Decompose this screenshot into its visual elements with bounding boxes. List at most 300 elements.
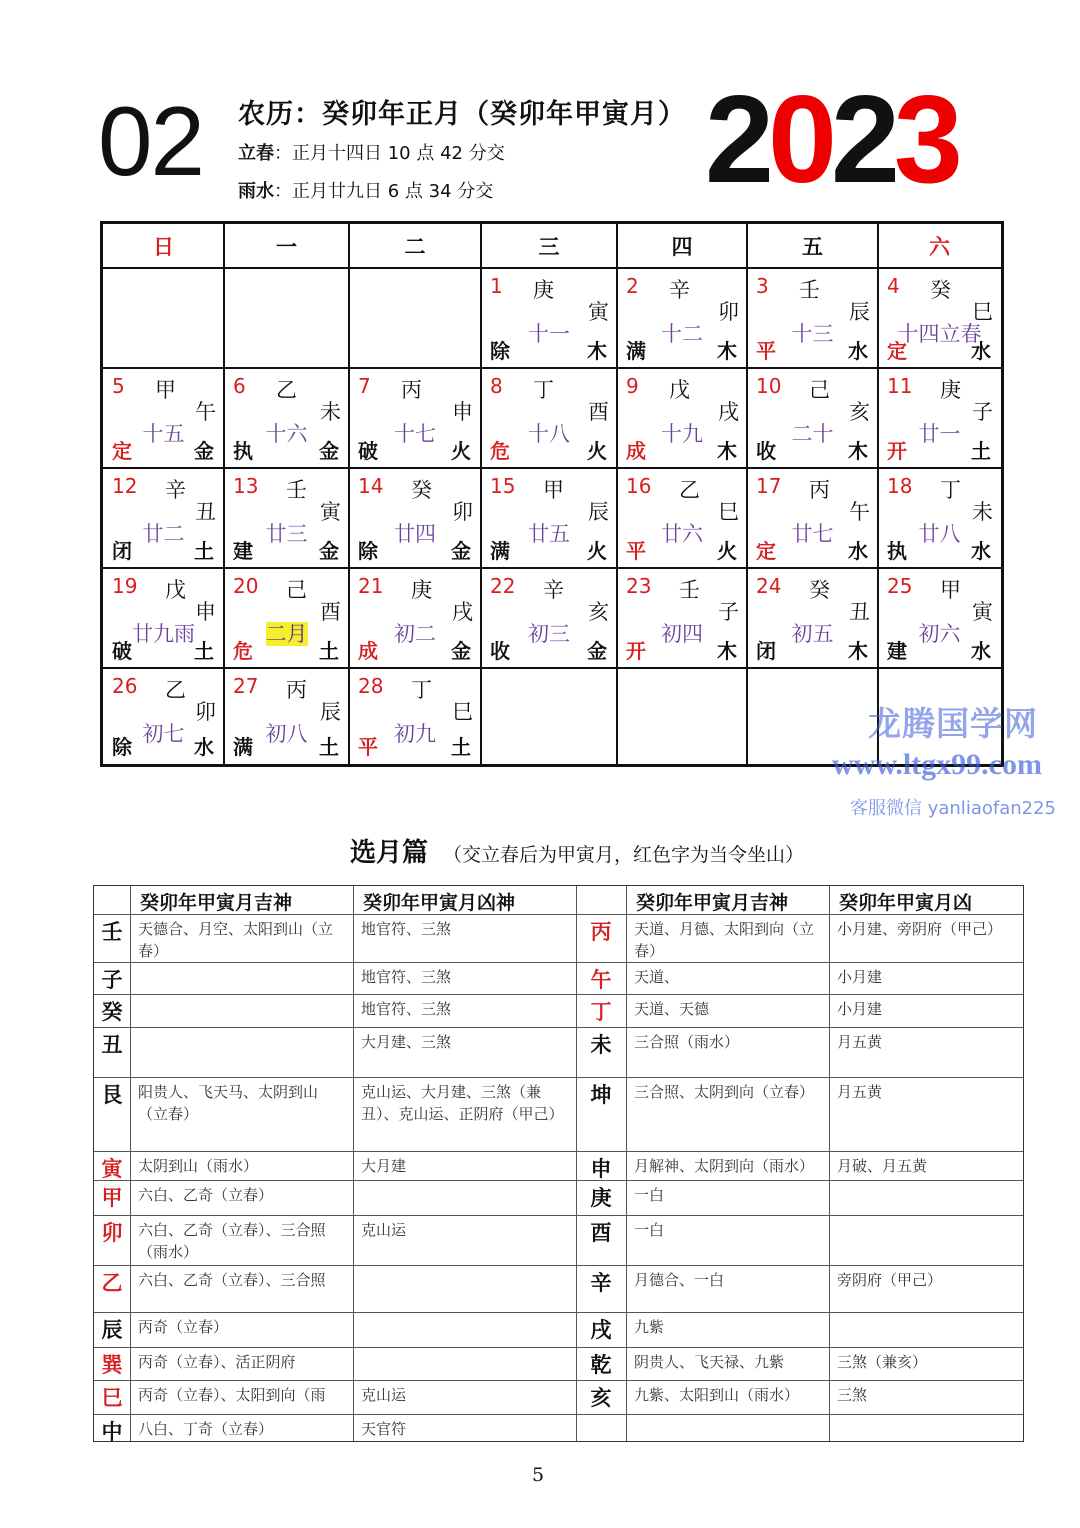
mountain-label: 癸 bbox=[101, 999, 123, 1024]
auspicious-gods: 九紫 bbox=[634, 1318, 665, 1336]
mountain-label: 壬 bbox=[101, 919, 123, 944]
mountain-label: 辛 bbox=[590, 1270, 612, 1295]
lunar-label: 十五 bbox=[142, 422, 185, 446]
table-header: 癸卯年甲寅月吉神 bbox=[636, 892, 789, 914]
five-element: 木 bbox=[848, 639, 868, 663]
day-cell bbox=[224, 668, 349, 764]
earthly-branch: 辰 bbox=[588, 500, 609, 524]
auspicious-gods: 九紫、太阳到山（雨水） bbox=[634, 1386, 800, 1404]
day-officer: 成 bbox=[358, 639, 378, 663]
day-cell bbox=[878, 268, 1001, 368]
grid-line bbox=[94, 1380, 1023, 1381]
day-officer: 满 bbox=[490, 539, 510, 563]
solar-term-lichun bbox=[238, 139, 505, 165]
earthly-branch: 辰 bbox=[320, 700, 341, 724]
day-number: 11 bbox=[887, 374, 913, 398]
day-cell bbox=[481, 468, 617, 568]
auspicious-gods: 八白、丁奇（立春） bbox=[138, 1420, 274, 1438]
heavenly-stem: 庚 bbox=[411, 578, 432, 602]
grid-line bbox=[353, 886, 354, 1441]
inauspicious-gods: 地官符、三煞 bbox=[361, 920, 452, 938]
day-officer: 定 bbox=[756, 539, 776, 563]
solar-term-yushui bbox=[238, 177, 493, 203]
grid-line bbox=[94, 1347, 1023, 1348]
mountain-label: 坤 bbox=[590, 1082, 612, 1107]
mountain-label: 子 bbox=[101, 967, 123, 992]
five-element: 木 bbox=[848, 439, 868, 463]
day-number: 9 bbox=[626, 374, 639, 398]
five-element: 水 bbox=[194, 735, 214, 759]
heavenly-stem: 乙 bbox=[276, 378, 297, 402]
day-number: 23 bbox=[626, 574, 652, 598]
earthly-branch: 申 bbox=[452, 400, 473, 424]
heavenly-stem: 甲 bbox=[940, 578, 961, 602]
mountain-label: 庚 bbox=[590, 1185, 612, 1210]
lunar-label: 初二 bbox=[394, 622, 436, 646]
heavenly-stem: 乙 bbox=[165, 678, 186, 702]
mountain-label: 辰 bbox=[101, 1317, 123, 1342]
auspicious-gods: 六白、乙奇（立春）、三合照（雨水） bbox=[138, 1221, 326, 1261]
grid-line bbox=[94, 962, 1023, 963]
five-element: 木 bbox=[717, 439, 737, 463]
auspicious-gods: 月解神、太阴到向（雨水） bbox=[634, 1157, 815, 1175]
earthly-branch: 子 bbox=[972, 400, 993, 424]
day-officer: 破 bbox=[358, 439, 378, 463]
five-element: 金 bbox=[587, 639, 607, 663]
day-cell bbox=[747, 268, 878, 368]
section-subtitle: （交立春后为甲寅月，红色字为当令坐山） bbox=[443, 844, 805, 866]
day-cell bbox=[103, 468, 224, 568]
earthly-branch: 未 bbox=[972, 500, 993, 524]
day-number: 18 bbox=[887, 474, 913, 498]
weekday-header: 四 bbox=[671, 235, 693, 259]
lunar-label: 初六 bbox=[918, 622, 961, 646]
heavenly-stem: 癸 bbox=[930, 278, 951, 302]
table-header: 癸卯年甲寅月凶 bbox=[839, 892, 973, 914]
term-text: ：正月廿九日 6 点 34 分交 bbox=[274, 181, 494, 202]
earthly-branch: 戌 bbox=[452, 600, 473, 624]
day-number: 22 bbox=[490, 574, 516, 598]
day-number: 10 bbox=[756, 374, 782, 398]
inauspicious-gods: 克山运 bbox=[361, 1386, 407, 1404]
auspicious-gods: 天道、 bbox=[634, 968, 680, 986]
earthly-branch: 亥 bbox=[849, 400, 870, 424]
mountain-label: 卯 bbox=[101, 1220, 123, 1245]
heavenly-stem: 壬 bbox=[679, 578, 700, 602]
lunar-label: 廿二 bbox=[142, 522, 185, 546]
year-digit: 2 bbox=[705, 71, 768, 209]
day-number: 7 bbox=[358, 374, 371, 398]
earthly-branch: 巳 bbox=[718, 500, 739, 524]
heavenly-stem: 庚 bbox=[940, 378, 961, 402]
lunar-label: 十二 bbox=[661, 322, 703, 346]
lunar-label: 廿四 bbox=[394, 522, 436, 546]
day-officer: 危 bbox=[233, 639, 253, 663]
day-officer: 危 bbox=[490, 439, 510, 463]
inauspicious-gods: 三煞（兼亥） bbox=[837, 1353, 928, 1371]
day-cell bbox=[481, 268, 617, 368]
heavenly-stem: 丙 bbox=[286, 678, 307, 702]
day-officer: 开 bbox=[626, 639, 646, 663]
earthly-branch: 丑 bbox=[849, 600, 870, 624]
mountain-label: 未 bbox=[590, 1032, 612, 1057]
weekday-header: 六 bbox=[929, 235, 950, 259]
day-cell bbox=[617, 368, 747, 468]
term-label: 立春 bbox=[238, 143, 274, 164]
day-cell bbox=[617, 268, 747, 368]
mountain-label: 午 bbox=[590, 967, 612, 992]
day-number: 25 bbox=[887, 574, 913, 598]
inauspicious-gods: 三煞 bbox=[837, 1386, 868, 1404]
earthly-branch: 子 bbox=[718, 600, 739, 624]
day-officer: 闭 bbox=[112, 539, 132, 563]
five-element: 土 bbox=[451, 735, 471, 759]
watermark-wechat: 客服微信 yanliaofan225 bbox=[850, 798, 1056, 819]
month-selection-table bbox=[93, 885, 1024, 1442]
earthly-branch: 卯 bbox=[718, 300, 739, 324]
five-element: 火 bbox=[717, 539, 737, 563]
day-officer: 平 bbox=[756, 339, 776, 363]
day-officer: 平 bbox=[626, 539, 646, 563]
auspicious-gods: 天德合、月空、太阳到山（立春） bbox=[138, 920, 334, 960]
earthly-branch: 午 bbox=[195, 400, 216, 424]
grid-line bbox=[94, 1215, 1023, 1216]
auspicious-gods: 丙奇（立春） bbox=[138, 1318, 229, 1336]
day-number: 26 bbox=[112, 674, 138, 698]
earthly-branch: 酉 bbox=[320, 600, 341, 624]
day-cell bbox=[481, 568, 617, 668]
year-number bbox=[705, 71, 957, 209]
mountain-label: 丁 bbox=[590, 999, 612, 1024]
auspicious-gods: 丙奇（立春）、太阳到向（雨 bbox=[138, 1386, 326, 1404]
day-cell bbox=[349, 668, 481, 764]
lunar-label: 廿六 bbox=[661, 522, 703, 546]
five-element: 金 bbox=[194, 439, 214, 463]
day-number: 8 bbox=[490, 374, 503, 398]
calendar-grid bbox=[100, 221, 1004, 767]
earthly-branch: 卯 bbox=[195, 700, 216, 724]
day-officer: 除 bbox=[490, 339, 510, 363]
heavenly-stem: 戊 bbox=[669, 378, 690, 402]
five-element: 土 bbox=[319, 639, 339, 663]
grid-line bbox=[94, 1312, 1023, 1313]
five-element: 火 bbox=[587, 539, 607, 563]
weekday-header: 二 bbox=[404, 235, 426, 259]
day-cell bbox=[103, 668, 224, 764]
auspicious-gods: 阳贵人、飞天马、太阴到山（立春） bbox=[138, 1083, 319, 1123]
heavenly-stem: 丙 bbox=[401, 378, 422, 402]
inauspicious-gods: 天官符 bbox=[361, 1420, 407, 1438]
day-number: 27 bbox=[233, 674, 259, 698]
grid-line bbox=[94, 1027, 1023, 1028]
lunar-label: 廿九雨 bbox=[132, 622, 195, 646]
day-cell bbox=[617, 568, 747, 668]
lunar-label: 初五 bbox=[791, 622, 834, 646]
earthly-branch: 寅 bbox=[972, 600, 993, 624]
heavenly-stem: 甲 bbox=[543, 478, 564, 502]
earthly-branch: 寅 bbox=[588, 300, 609, 324]
day-cell bbox=[747, 468, 878, 568]
day-number: 2 bbox=[626, 274, 639, 298]
lunar-label: 廿七 bbox=[791, 522, 834, 546]
weekday-header: 日 bbox=[153, 235, 174, 259]
day-officer: 开 bbox=[887, 439, 907, 463]
grid-line bbox=[130, 886, 131, 1441]
day-number: 6 bbox=[233, 374, 246, 398]
month-number: 02 bbox=[98, 86, 204, 196]
day-officer: 定 bbox=[112, 439, 132, 463]
lunar-label: 十三 bbox=[791, 322, 834, 346]
auspicious-gods: 三合照（雨水） bbox=[634, 1033, 740, 1051]
year-digit: 2 bbox=[830, 71, 894, 209]
lunar-label: 廿一 bbox=[918, 422, 961, 446]
day-number: 16 bbox=[626, 474, 652, 498]
day-number: 21 bbox=[358, 574, 384, 598]
day-cell bbox=[103, 568, 224, 668]
lunar-label: 十一 bbox=[528, 322, 570, 346]
day-cell bbox=[224, 568, 349, 668]
heavenly-stem: 辛 bbox=[543, 578, 564, 602]
auspicious-gods: 阴贵人、飞天禄、九紫 bbox=[634, 1353, 785, 1371]
grid-line bbox=[94, 1265, 1023, 1266]
inauspicious-gods: 大月建 bbox=[361, 1157, 407, 1175]
earthly-branch: 巳 bbox=[452, 700, 473, 724]
weekday-header: 一 bbox=[276, 235, 297, 259]
five-element: 水 bbox=[971, 339, 991, 363]
day-officer: 除 bbox=[112, 735, 132, 759]
day-officer: 执 bbox=[887, 539, 907, 563]
five-element: 水 bbox=[971, 539, 991, 563]
day-officer: 建 bbox=[887, 639, 907, 663]
day-number: 4 bbox=[887, 274, 900, 298]
auspicious-gods: 六白、乙奇（立春）、三合照 bbox=[138, 1271, 326, 1289]
day-cell bbox=[349, 368, 481, 468]
heavenly-stem: 癸 bbox=[411, 478, 432, 502]
day-cell bbox=[224, 368, 349, 468]
weekday-header: 三 bbox=[538, 235, 560, 259]
five-element: 火 bbox=[587, 439, 607, 463]
auspicious-gods: 天道、天德 bbox=[634, 1000, 710, 1018]
lunar-label: 初七 bbox=[142, 722, 185, 746]
heavenly-stem: 己 bbox=[809, 378, 830, 402]
day-officer: 破 bbox=[112, 639, 132, 663]
mountain-label: 酉 bbox=[590, 1220, 612, 1245]
mountain-label: 中 bbox=[101, 1419, 123, 1444]
mountain-label: 申 bbox=[590, 1156, 612, 1181]
inauspicious-gods: 小月建 bbox=[837, 968, 883, 986]
lunar-label: 二月 bbox=[265, 622, 308, 646]
lunar-label: 二十 bbox=[791, 422, 834, 446]
watermark-name: 龙腾国学网 bbox=[868, 704, 1038, 743]
inauspicious-gods: 小月建 bbox=[837, 1000, 883, 1018]
mountain-label: 丑 bbox=[101, 1032, 123, 1057]
grid-line bbox=[94, 1180, 1023, 1181]
earthly-branch: 未 bbox=[320, 400, 341, 424]
heavenly-stem: 丁 bbox=[533, 378, 554, 402]
auspicious-gods: 三合照、太阴到向（立春） bbox=[634, 1083, 815, 1101]
auspicious-gods: 天道、月德、太阳到向（立春） bbox=[634, 920, 815, 960]
grid-line bbox=[94, 1077, 1023, 1078]
day-cell bbox=[103, 368, 224, 468]
inauspicious-gods: 克山运 bbox=[361, 1221, 407, 1239]
mountain-label: 戌 bbox=[590, 1317, 612, 1342]
five-element: 水 bbox=[848, 539, 868, 563]
day-number: 14 bbox=[358, 474, 384, 498]
day-officer: 收 bbox=[490, 639, 510, 663]
mountain-label: 寅 bbox=[101, 1156, 123, 1181]
heavenly-stem: 甲 bbox=[155, 378, 176, 402]
day-officer: 建 bbox=[233, 539, 253, 563]
day-cell bbox=[349, 568, 481, 668]
day-cell bbox=[224, 468, 349, 568]
day-number: 19 bbox=[112, 574, 138, 598]
section-title: 选月篇 bbox=[350, 838, 429, 868]
lunar-label: 初八 bbox=[265, 722, 308, 746]
lunar-label: 初三 bbox=[528, 622, 570, 646]
mountain-label: 乾 bbox=[590, 1352, 612, 1377]
day-cell bbox=[747, 368, 878, 468]
five-element: 金 bbox=[451, 639, 471, 663]
table-header: 癸卯年甲寅月凶神 bbox=[363, 892, 516, 914]
day-number: 24 bbox=[756, 574, 782, 598]
five-element: 土 bbox=[971, 439, 991, 463]
lunar-label: 十六 bbox=[265, 422, 308, 446]
five-element: 土 bbox=[194, 639, 214, 663]
inauspicious-gods: 地官符、三煞 bbox=[361, 1000, 452, 1018]
day-cell bbox=[878, 468, 1001, 568]
day-number: 12 bbox=[112, 474, 138, 498]
five-element: 土 bbox=[194, 539, 214, 563]
mountain-label: 乙 bbox=[101, 1270, 123, 1295]
day-officer: 闭 bbox=[756, 639, 776, 663]
grid-line bbox=[576, 886, 577, 1441]
lunar-title: 农历：癸卯年正月（癸卯年甲寅月） bbox=[238, 99, 686, 130]
year-digit: 0 bbox=[767, 71, 831, 209]
auspicious-gods: 月德合、一白 bbox=[634, 1271, 725, 1289]
earthly-branch: 午 bbox=[849, 500, 870, 524]
inauspicious-gods: 旁阴府（甲己） bbox=[837, 1271, 943, 1289]
earthly-branch: 申 bbox=[195, 600, 216, 624]
day-number: 15 bbox=[490, 474, 516, 498]
day-number: 28 bbox=[358, 674, 384, 698]
day-officer: 执 bbox=[233, 439, 253, 463]
heavenly-stem: 戊 bbox=[165, 578, 186, 602]
heavenly-stem: 辛 bbox=[165, 478, 186, 502]
five-element: 木 bbox=[717, 639, 737, 663]
five-element: 金 bbox=[319, 539, 339, 563]
inauspicious-gods: 月五黄 bbox=[837, 1033, 883, 1051]
earthly-branch: 戌 bbox=[718, 400, 739, 424]
mountain-label: 艮 bbox=[101, 1082, 123, 1107]
five-element: 金 bbox=[451, 539, 471, 563]
auspicious-gods: 一白 bbox=[634, 1186, 665, 1204]
inauspicious-gods: 克山运、大月建、三煞（兼丑）、克山运、正阴府（甲己） bbox=[361, 1083, 564, 1123]
lunar-label: 廿八 bbox=[918, 522, 961, 546]
inauspicious-gods: 大月建、三煞 bbox=[361, 1033, 452, 1051]
heavenly-stem: 丁 bbox=[940, 478, 961, 502]
auspicious-gods: 六白、乙奇（立春） bbox=[138, 1186, 274, 1204]
heavenly-stem: 壬 bbox=[799, 278, 820, 302]
table-header: 癸卯年甲寅月吉神 bbox=[140, 892, 293, 914]
day-officer: 定 bbox=[887, 339, 907, 363]
heavenly-stem: 庚 bbox=[533, 278, 554, 302]
earthly-branch: 酉 bbox=[588, 400, 609, 424]
day-cell bbox=[747, 568, 878, 668]
auspicious-gods: 一白 bbox=[634, 1221, 665, 1239]
grid-line bbox=[94, 1151, 1023, 1152]
lunar-label: 初九 bbox=[394, 722, 436, 746]
day-number: 3 bbox=[756, 274, 769, 298]
grid-line bbox=[94, 1414, 1023, 1415]
day-cell bbox=[617, 468, 747, 568]
inauspicious-gods: 小月建、旁阴府（甲己） bbox=[837, 920, 1003, 938]
five-element: 水 bbox=[971, 639, 991, 663]
inauspicious-gods: 月五黄 bbox=[837, 1083, 883, 1101]
heavenly-stem: 癸 bbox=[809, 578, 830, 602]
auspicious-gods: 太阴到山（雨水） bbox=[138, 1157, 259, 1175]
heavenly-stem: 辛 bbox=[669, 278, 690, 302]
five-element: 火 bbox=[451, 439, 471, 463]
term-text: ：正月十四日 10 点 42 分交 bbox=[274, 143, 505, 164]
grid-line bbox=[94, 994, 1023, 995]
earthly-branch: 巳 bbox=[972, 300, 993, 324]
five-element: 水 bbox=[848, 339, 868, 363]
grid-line bbox=[626, 886, 627, 1441]
day-cell bbox=[878, 568, 1001, 668]
day-number: 20 bbox=[233, 574, 259, 598]
lunar-label: 十八 bbox=[528, 422, 570, 446]
day-officer: 收 bbox=[756, 439, 776, 463]
day-officer: 满 bbox=[626, 339, 646, 363]
day-officer: 成 bbox=[626, 439, 646, 463]
five-element: 金 bbox=[319, 439, 339, 463]
mountain-label: 丙 bbox=[590, 919, 612, 944]
day-officer: 满 bbox=[233, 735, 253, 759]
day-number: 5 bbox=[112, 374, 125, 398]
earthly-branch: 亥 bbox=[588, 600, 609, 624]
five-element: 木 bbox=[587, 339, 607, 363]
earthly-branch: 丑 bbox=[195, 500, 216, 524]
inauspicious-gods: 地官符、三煞 bbox=[361, 968, 452, 986]
mountain-label: 亥 bbox=[590, 1385, 612, 1410]
day-officer: 除 bbox=[358, 539, 378, 563]
grid-line bbox=[829, 886, 830, 1441]
five-element: 木 bbox=[717, 339, 737, 363]
inauspicious-gods: 月破、月五黄 bbox=[837, 1157, 928, 1175]
heavenly-stem: 乙 bbox=[679, 478, 700, 502]
mountain-label: 巳 bbox=[101, 1385, 123, 1410]
heavenly-stem: 丙 bbox=[809, 478, 830, 502]
heavenly-stem: 壬 bbox=[286, 478, 307, 502]
weekday-header: 五 bbox=[802, 235, 823, 259]
heavenly-stem: 己 bbox=[286, 578, 307, 602]
lunar-label: 廿五 bbox=[528, 522, 570, 546]
mountain-label: 甲 bbox=[101, 1185, 123, 1210]
page-number: 5 bbox=[532, 1464, 545, 1486]
watermark-url: www.ltgx99.com bbox=[832, 748, 1042, 781]
auspicious-gods: 丙奇（立春）、活正阴府 bbox=[138, 1353, 296, 1371]
day-number: 1 bbox=[490, 274, 503, 298]
earthly-branch: 寅 bbox=[320, 500, 341, 524]
lunar-label: 十九 bbox=[661, 422, 703, 446]
earthly-branch: 辰 bbox=[849, 300, 870, 324]
lunar-label: 十四立春 bbox=[897, 322, 982, 346]
five-element: 土 bbox=[319, 735, 339, 759]
day-number: 17 bbox=[756, 474, 782, 498]
mountain-label: 巽 bbox=[101, 1352, 123, 1377]
lunar-label: 廿三 bbox=[265, 522, 308, 546]
lunar-label: 十七 bbox=[394, 422, 436, 446]
